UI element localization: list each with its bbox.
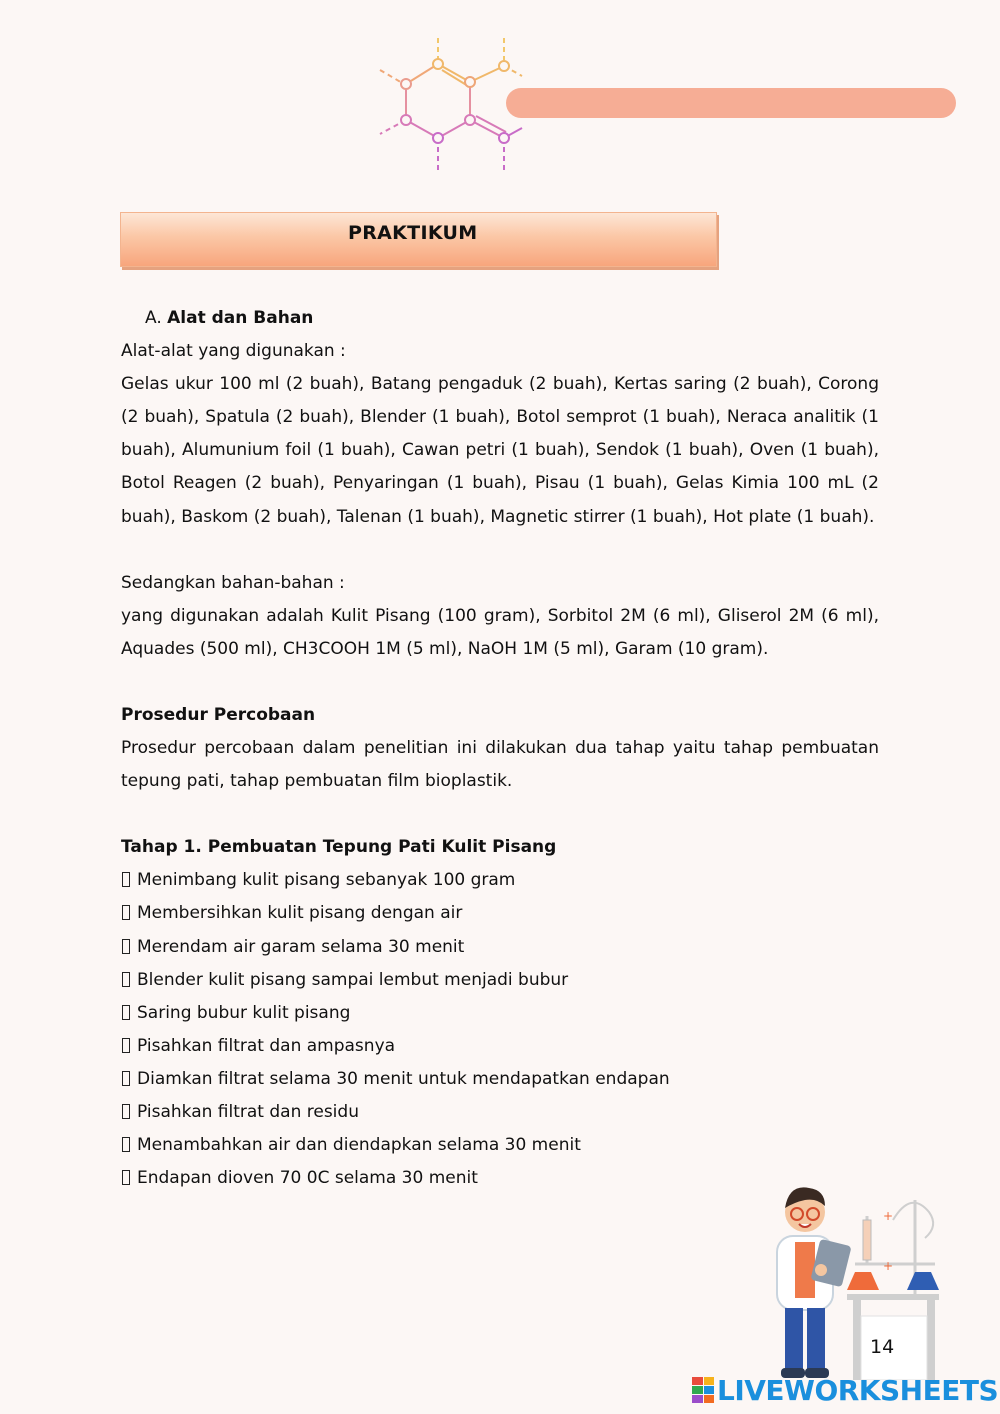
section-a-title: Alat dan Bahan (167, 308, 314, 328)
missing-glyph-icon (122, 939, 130, 954)
list-item: Blender kulit pisang sampai lembut menjadi bubur (121, 964, 879, 997)
missing-glyph-icon (122, 1170, 130, 1185)
materials-list: yang digunakan adalah Kulit Pisang (100 gram), Sorbitol 2M (6 ml), Gliserol 2M (6 ml), Aquades (500 ml), CH3COOH 1M (5 ml), NaOH 1M (5 ml), Garam (10 gram). (121, 605, 879, 659)
list-item: Saring bubur kulit pisang (121, 997, 879, 1030)
materials-intro: Sedangkan bahan-bahan : (121, 572, 345, 593)
liveworksheets-badge-icon (692, 1377, 714, 1403)
list-item: Pisahkan filtrat dan residu (121, 1096, 879, 1129)
title-banner (120, 212, 717, 267)
missing-glyph-icon (122, 1071, 130, 1086)
list-item: Endapan dioven 70 0C selama 30 menit (121, 1162, 879, 1195)
missing-glyph-icon (122, 905, 130, 920)
missing-glyph-icon (122, 1137, 130, 1152)
list-item: Menimbang kulit pisang sebanyak 100 gram (121, 864, 879, 897)
svg-text:+: + (883, 1209, 894, 1223)
section-a-label: A. (145, 308, 162, 328)
missing-glyph-icon (122, 872, 130, 887)
svg-text:+: + (883, 1259, 894, 1273)
main-content (121, 302, 879, 1195)
list-item: Membersihkan kulit pisang dengan air (121, 897, 879, 930)
missing-glyph-icon (122, 1038, 130, 1053)
page-title: PRAKTIKUM (348, 222, 478, 244)
brand-name: LIVEWORKSHEETS (717, 1373, 999, 1407)
liveworksheets-logo (692, 1374, 998, 1406)
missing-glyph-icon (122, 1104, 130, 1119)
stage1-steps (121, 864, 879, 1195)
page-number: 14 (870, 1336, 895, 1358)
missing-glyph-icon (122, 972, 130, 987)
tools-list: Gelas ukur 100 ml (2 buah), Batang pengaduk (2 buah), Kertas saring (2 buah), Corong (2 buah), Spatula (2 buah), Blender (1 buah), Botol semprot (1 buah), Neraca analitik (1 buah), Alumunium foil (1 buah), Cawan petri (1 buah), Sendok (1 buah), Oven (1 buah), Botol Reagen (2 buah), Penyaringan (1 buah), Pisau (1 buah), Gelas Kimia 100 mL (2 buah), Baskom (2 buah), Talenan (1 buah), Magnetic stirrer (1 buah), Hot plate (1 buah). (121, 374, 879, 527)
scientist-illustration (755, 1180, 955, 1380)
tools-intro: Alat-alat yang digunakan : (121, 341, 346, 362)
list-item: Menambahkan air dan diendapkan selama 30 menit (121, 1129, 879, 1162)
missing-glyph-icon (122, 1005, 130, 1020)
stage1-heading: Tahap 1. Pembuatan Tepung Pati Kulit Pisang (121, 837, 557, 858)
header-accent-bar (506, 88, 956, 118)
list-item: Merendam air garam selama 30 menit (121, 931, 879, 964)
procedure-heading: Prosedur Percobaan (121, 704, 316, 725)
list-item: Diamkan filtrat selama 30 menit untuk mendapatkan endapan (121, 1063, 879, 1096)
section-a-heading (121, 302, 879, 335)
list-item: Pisahkan filtrat dan ampasnya (121, 1030, 879, 1063)
procedure-text: Prosedur percobaan dalam penelitian ini dilakukan dua tahap yaitu tahap pembuatan tepung pati, tahap pembuatan film bioplastik. (121, 738, 879, 792)
